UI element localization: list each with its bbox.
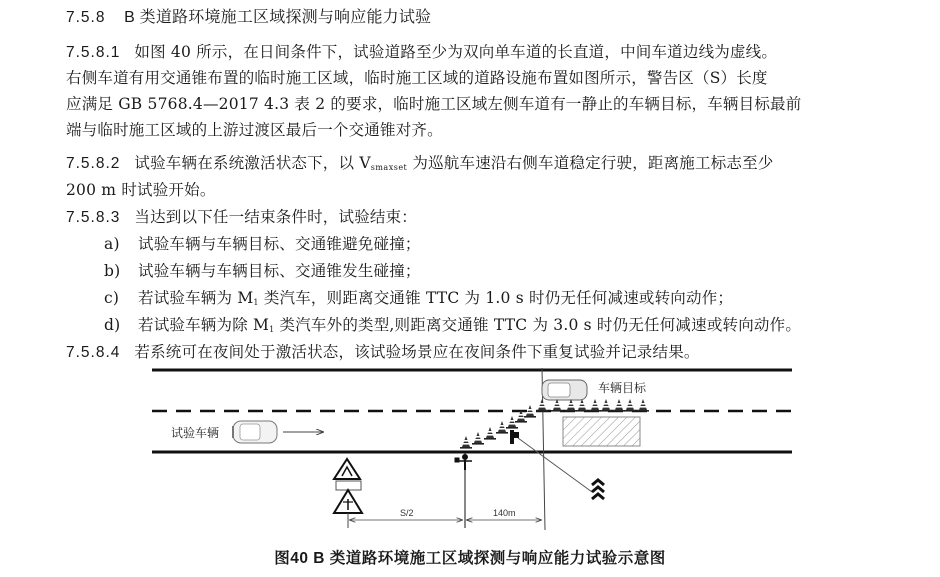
- list-text: 若试验车辆为除 M: [138, 316, 270, 334]
- section-number: 7.5.8: [66, 9, 106, 26]
- subscript: 1: [269, 325, 275, 334]
- list-marker: b): [104, 262, 121, 280]
- clause-7-5-8-1-line-3: 应满足 GB 5768.4—2017 4.3 表 2 的要求，临时施工区域左侧车道有一静止的车辆目标，车辆目标最前: [66, 95, 802, 113]
- target-vehicle-icon: [542, 380, 587, 400]
- dimension-label-140m: 140m: [493, 508, 516, 518]
- clause-7-5-8-2-line-2: 200 m 时试验开始。: [66, 181, 216, 199]
- subscript: 1: [253, 298, 259, 307]
- clause-7-5-8-1-line-4: 端与临时施工区域的上游过渡区最后一个交通锥对齐。: [66, 121, 443, 139]
- target-vehicle-label: 车辆目标: [598, 381, 647, 395]
- test-vehicle-label: 试验车辆: [171, 426, 220, 440]
- list-text: 若试验车辆为 M: [138, 289, 254, 307]
- clause-number: 7.5.8.4: [66, 344, 121, 361]
- chevron-sign-icon: [592, 480, 604, 499]
- work-area: [563, 417, 640, 446]
- clause-number: 7.5.8.2: [66, 155, 121, 172]
- lane-closure-sign-icon: [510, 430, 519, 444]
- figure-caption: 图40 B 类道路环境施工区域探测与响应能力试验示意图: [274, 550, 666, 567]
- clause-text: 当达到以下任一结束条件时，试验结束：: [134, 208, 418, 226]
- dimension-label-s-half: S/2: [400, 508, 414, 518]
- list-marker: a): [104, 235, 120, 253]
- list-text: 试验车辆与车辆目标、交通锥避免碰撞；: [138, 235, 421, 253]
- clause-number: 7.5.8.1: [66, 44, 121, 61]
- speed-subscript: smaxset: [370, 163, 408, 172]
- list-marker: d): [104, 316, 121, 334]
- flagger-icon: [455, 452, 472, 528]
- clause-text: 试验车辆在系统激活状态下，以 V: [134, 154, 371, 172]
- section-title: B 类道路环境施工区域探测与响应能力试验: [124, 9, 432, 26]
- clause-text: 如图 40 所示，在日间条件下，试验道路至少为双向单车道的长直道，中间车道边线为虚线。: [134, 43, 778, 61]
- list-text: 类汽车，则距离交通锥 TTC 为 1.0 s 时仍无任何减速或转向动作；: [258, 289, 734, 307]
- list-marker: c): [104, 289, 120, 307]
- clause-number: 7.5.8.3: [66, 209, 121, 226]
- clause-text: 为巡航车速沿右侧车道稳定行驶，距离施工标志至少: [407, 154, 774, 172]
- test-vehicle-icon: [233, 421, 277, 443]
- clause-text: 若系统可在夜间处于激活状态，该试验场景应在夜间条件下重复试验并记录结果。: [134, 343, 700, 361]
- list-text: 类汽车外的类型,则距离交通锥 TTC 为 3.0 s 时仍无任何减速或转向动作。: [274, 316, 802, 334]
- clause-7-5-8-1-line-2: 右侧车道有用交通锥布置的临时施工区域，临时施工区域的道路设施布置如图所示，警告区（S）长度: [66, 69, 768, 87]
- list-text: 试验车辆与车辆目标、交通锥发生碰撞；: [138, 262, 421, 280]
- flagger-ahead-sign-icon: [334, 490, 362, 513]
- roadwork-warning-sign-icon: [334, 459, 361, 490]
